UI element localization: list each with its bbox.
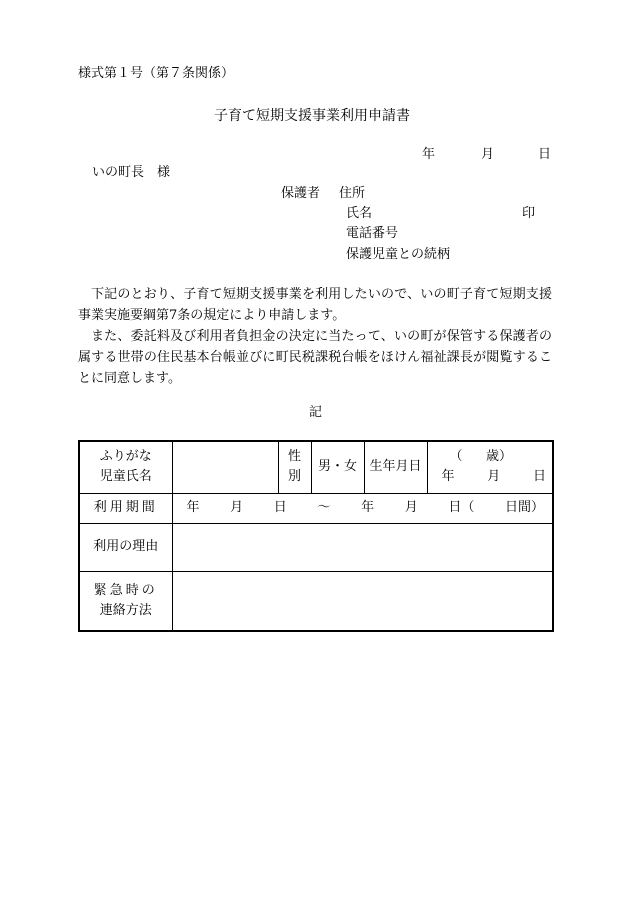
gender-label-1: 性 <box>287 449 301 465</box>
seal-label: 印 <box>522 206 536 221</box>
date-day: 日 <box>538 147 552 162</box>
date-month: 月 <box>481 147 495 162</box>
gender-label-2: 別 <box>287 469 301 485</box>
period-month-2: 月 <box>404 500 418 515</box>
birthdate-header <box>364 441 427 493</box>
name-label: 氏名 <box>346 206 373 221</box>
age-open: （ <box>449 449 463 465</box>
period-day-1: 日 <box>273 500 287 515</box>
table-row-period <box>79 493 553 523</box>
reason-header <box>79 523 172 571</box>
age-line <box>428 447 553 467</box>
period-header <box>79 493 172 523</box>
address-label: 住所 <box>339 186 366 201</box>
body-paragraph-2: また、委託料及び利用者負担金の決定に当たって、いの町が保管する保護者の属する世帯の住民基本台帳並びに町民税課税台帳をほけん福祉課長が閲覧することに同意します。 <box>78 329 552 386</box>
emergency-label-1: 緊急時の <box>93 582 158 598</box>
period-year-2: 年 <box>361 500 375 515</box>
child-name-header <box>79 441 172 493</box>
form-title: 子育て短期支援事業利用申請書 <box>214 108 410 124</box>
relation-label: 保護児童との続柄 <box>346 247 451 262</box>
birth-day: 日 <box>532 469 546 485</box>
birth-year: 年 <box>441 469 455 485</box>
age-unit: 歳） <box>485 449 512 465</box>
form-number: 様式第１号（第７条関係） <box>78 66 235 81</box>
birthdate-label: 生年月日 <box>369 459 422 475</box>
period-dates <box>173 498 553 518</box>
birthdate-line <box>428 467 553 487</box>
table-row-child <box>79 441 553 493</box>
period-tilde: ～ <box>317 500 331 515</box>
table-row-reason <box>79 523 553 571</box>
gender-header <box>278 441 311 493</box>
emergency-field[interactable] <box>172 571 553 631</box>
reason-label: 利用の理由 <box>93 539 159 554</box>
table-row-emergency <box>79 571 553 631</box>
period-day-2: 日（ <box>448 500 475 515</box>
child-name-field[interactable] <box>172 441 278 493</box>
period-field[interactable] <box>172 493 553 523</box>
gender-options-text: 男・女 <box>317 459 357 475</box>
body-paragraph-1: 下記のとおり、子育て短期支援事業を利用したいので、いの町子育て短期支援事業実施要綱第7条の規定により申請します。 <box>78 287 552 323</box>
emergency-header <box>79 571 172 631</box>
child-name-label: 児童氏名 <box>99 469 152 485</box>
guardian-label: 保護者 <box>281 186 321 201</box>
period-month-1: 月 <box>230 500 244 515</box>
birth-month: 月 <box>487 469 501 485</box>
period-label: 利用期間 <box>93 500 158 515</box>
addressee: いの町長 様 <box>92 165 171 180</box>
application-table <box>78 440 554 632</box>
reason-field[interactable] <box>172 523 553 571</box>
furigana-label: ふりがな <box>99 449 152 465</box>
birthdate-field[interactable] <box>427 441 553 493</box>
period-days: 日間） <box>504 500 544 515</box>
date-year: 年 <box>422 147 436 162</box>
phone-label: 電話番号 <box>346 226 399 241</box>
period-year-1: 年 <box>186 500 200 515</box>
gender-options[interactable] <box>311 441 364 493</box>
section-label: 記 <box>309 405 323 420</box>
emergency-label-2: 連絡方法 <box>99 602 152 618</box>
